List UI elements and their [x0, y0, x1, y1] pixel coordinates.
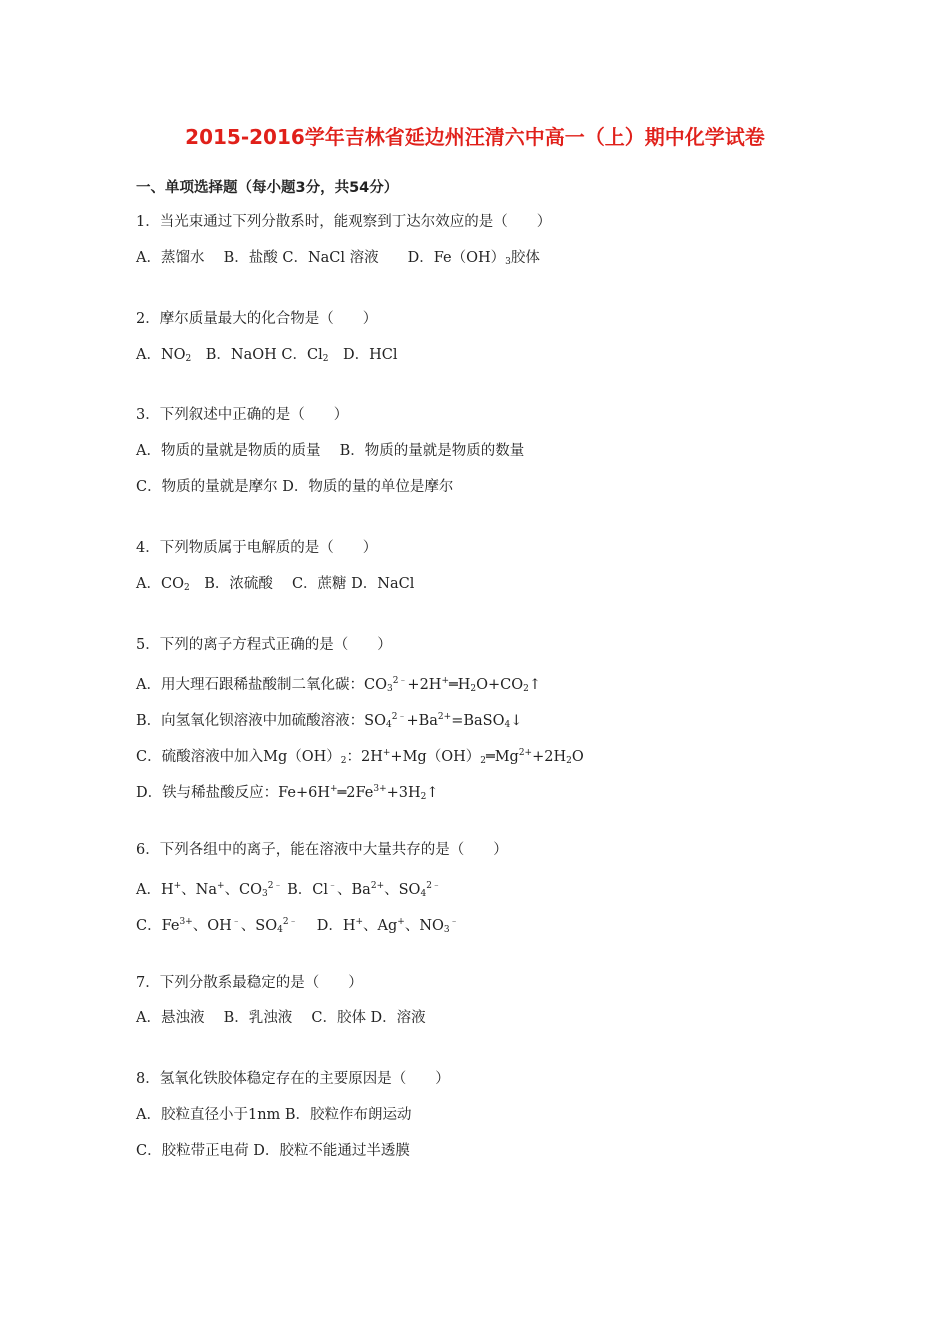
page-title: 2015-2016学年吉林省延边州汪清六中高一（上）期中化学试卷	[185, 125, 765, 149]
question-5-option-c: C．硫酸溶液中加入$Mg(OH)_2$：$2H^++Mg(OH)_2═Mg^{2+}+2H_2O$	[136, 748, 584, 766]
question-3-stem: 3．下列叙述中正确的是（ ）	[136, 407, 349, 423]
question-6-stem: 6．下列各组中的离子，能在溶液中大量共存的是（ ）	[136, 842, 508, 858]
question-8-options-line-1: A．胶粒直径小于1nm B．胶粒作布朗运动	[136, 1107, 412, 1123]
question-1-stem: 1．当光束通过下列分散系时，能观察到丁达尔效应的是（ ）	[136, 214, 552, 230]
question-5-option-a: A．用大理石跟稀盐酸制二氧化碳：$CO_3^{2﹣}+2H^+═H_2O+CO_2↑$	[136, 676, 542, 694]
question-7-stem: 7．下列分散系最稳定的是（ ）	[136, 975, 363, 991]
question-3-options-line-2: C．物质的量就是摩尔 D．物质的量的单位是摩尔	[136, 479, 454, 495]
question-4-options: A．$CO_2$ B．浓硫酸 C．蔗糖 D．NaCl	[136, 576, 415, 593]
question-8-stem: 8．氢氧化铁胶体稳定存在的主要原因是（ ）	[136, 1071, 450, 1087]
question-6-options-line-1: A．H+、Na+、$CO_3^{2﹣}$ B．Cl﹣、$Ba^{2+}$、$SO_4^{2﹣}$	[136, 881, 441, 899]
question-5-option-d: D．铁与稀盐酸反应：$Fe+6H^+═2Fe^{3+}+3H_2↑$	[136, 784, 439, 802]
question-2-stem: 2．摩尔质量最大的化合物是（ ）	[136, 311, 378, 327]
question-1-options: A．蒸馏水 B．盐酸 C．NaCl 溶液 D．$Fe(OH)_3$胶体	[136, 250, 540, 267]
question-8-options-line-2: C．胶粒带正电荷 D．胶粒不能通过半透膜	[136, 1143, 410, 1159]
question-3-options-line-1: A．物质的量就是物质的质量 B．物质的量就是物质的数量	[136, 443, 525, 459]
question-6-options-line-2: C．$Fe^{3+}$、OH﹣、$SO_4^{2﹣}$ D．H+、Ag+、$NO_3^﹣$	[136, 917, 459, 935]
question-4-stem: 4．下列物质属于电解质的是（ ）	[136, 540, 378, 556]
section-heading: 一、单项选择题（每小题3分，共54分）	[136, 180, 399, 196]
question-5-stem: 5．下列的离子方程式正确的是（ ）	[136, 637, 392, 653]
question-2-options: A．$NO_2$ B．NaOH C．$Cl_2$ D．HCl	[136, 347, 398, 364]
question-5-option-b: B．向氢氧化钡溶液中加硫酸溶液：$SO_4^{2﹣}+Ba^{2+}=BaSO_4↓$	[136, 712, 523, 730]
question-7-options: A．悬浊液 B．乳浊液 C．胶体 D．溶液	[136, 1010, 426, 1026]
